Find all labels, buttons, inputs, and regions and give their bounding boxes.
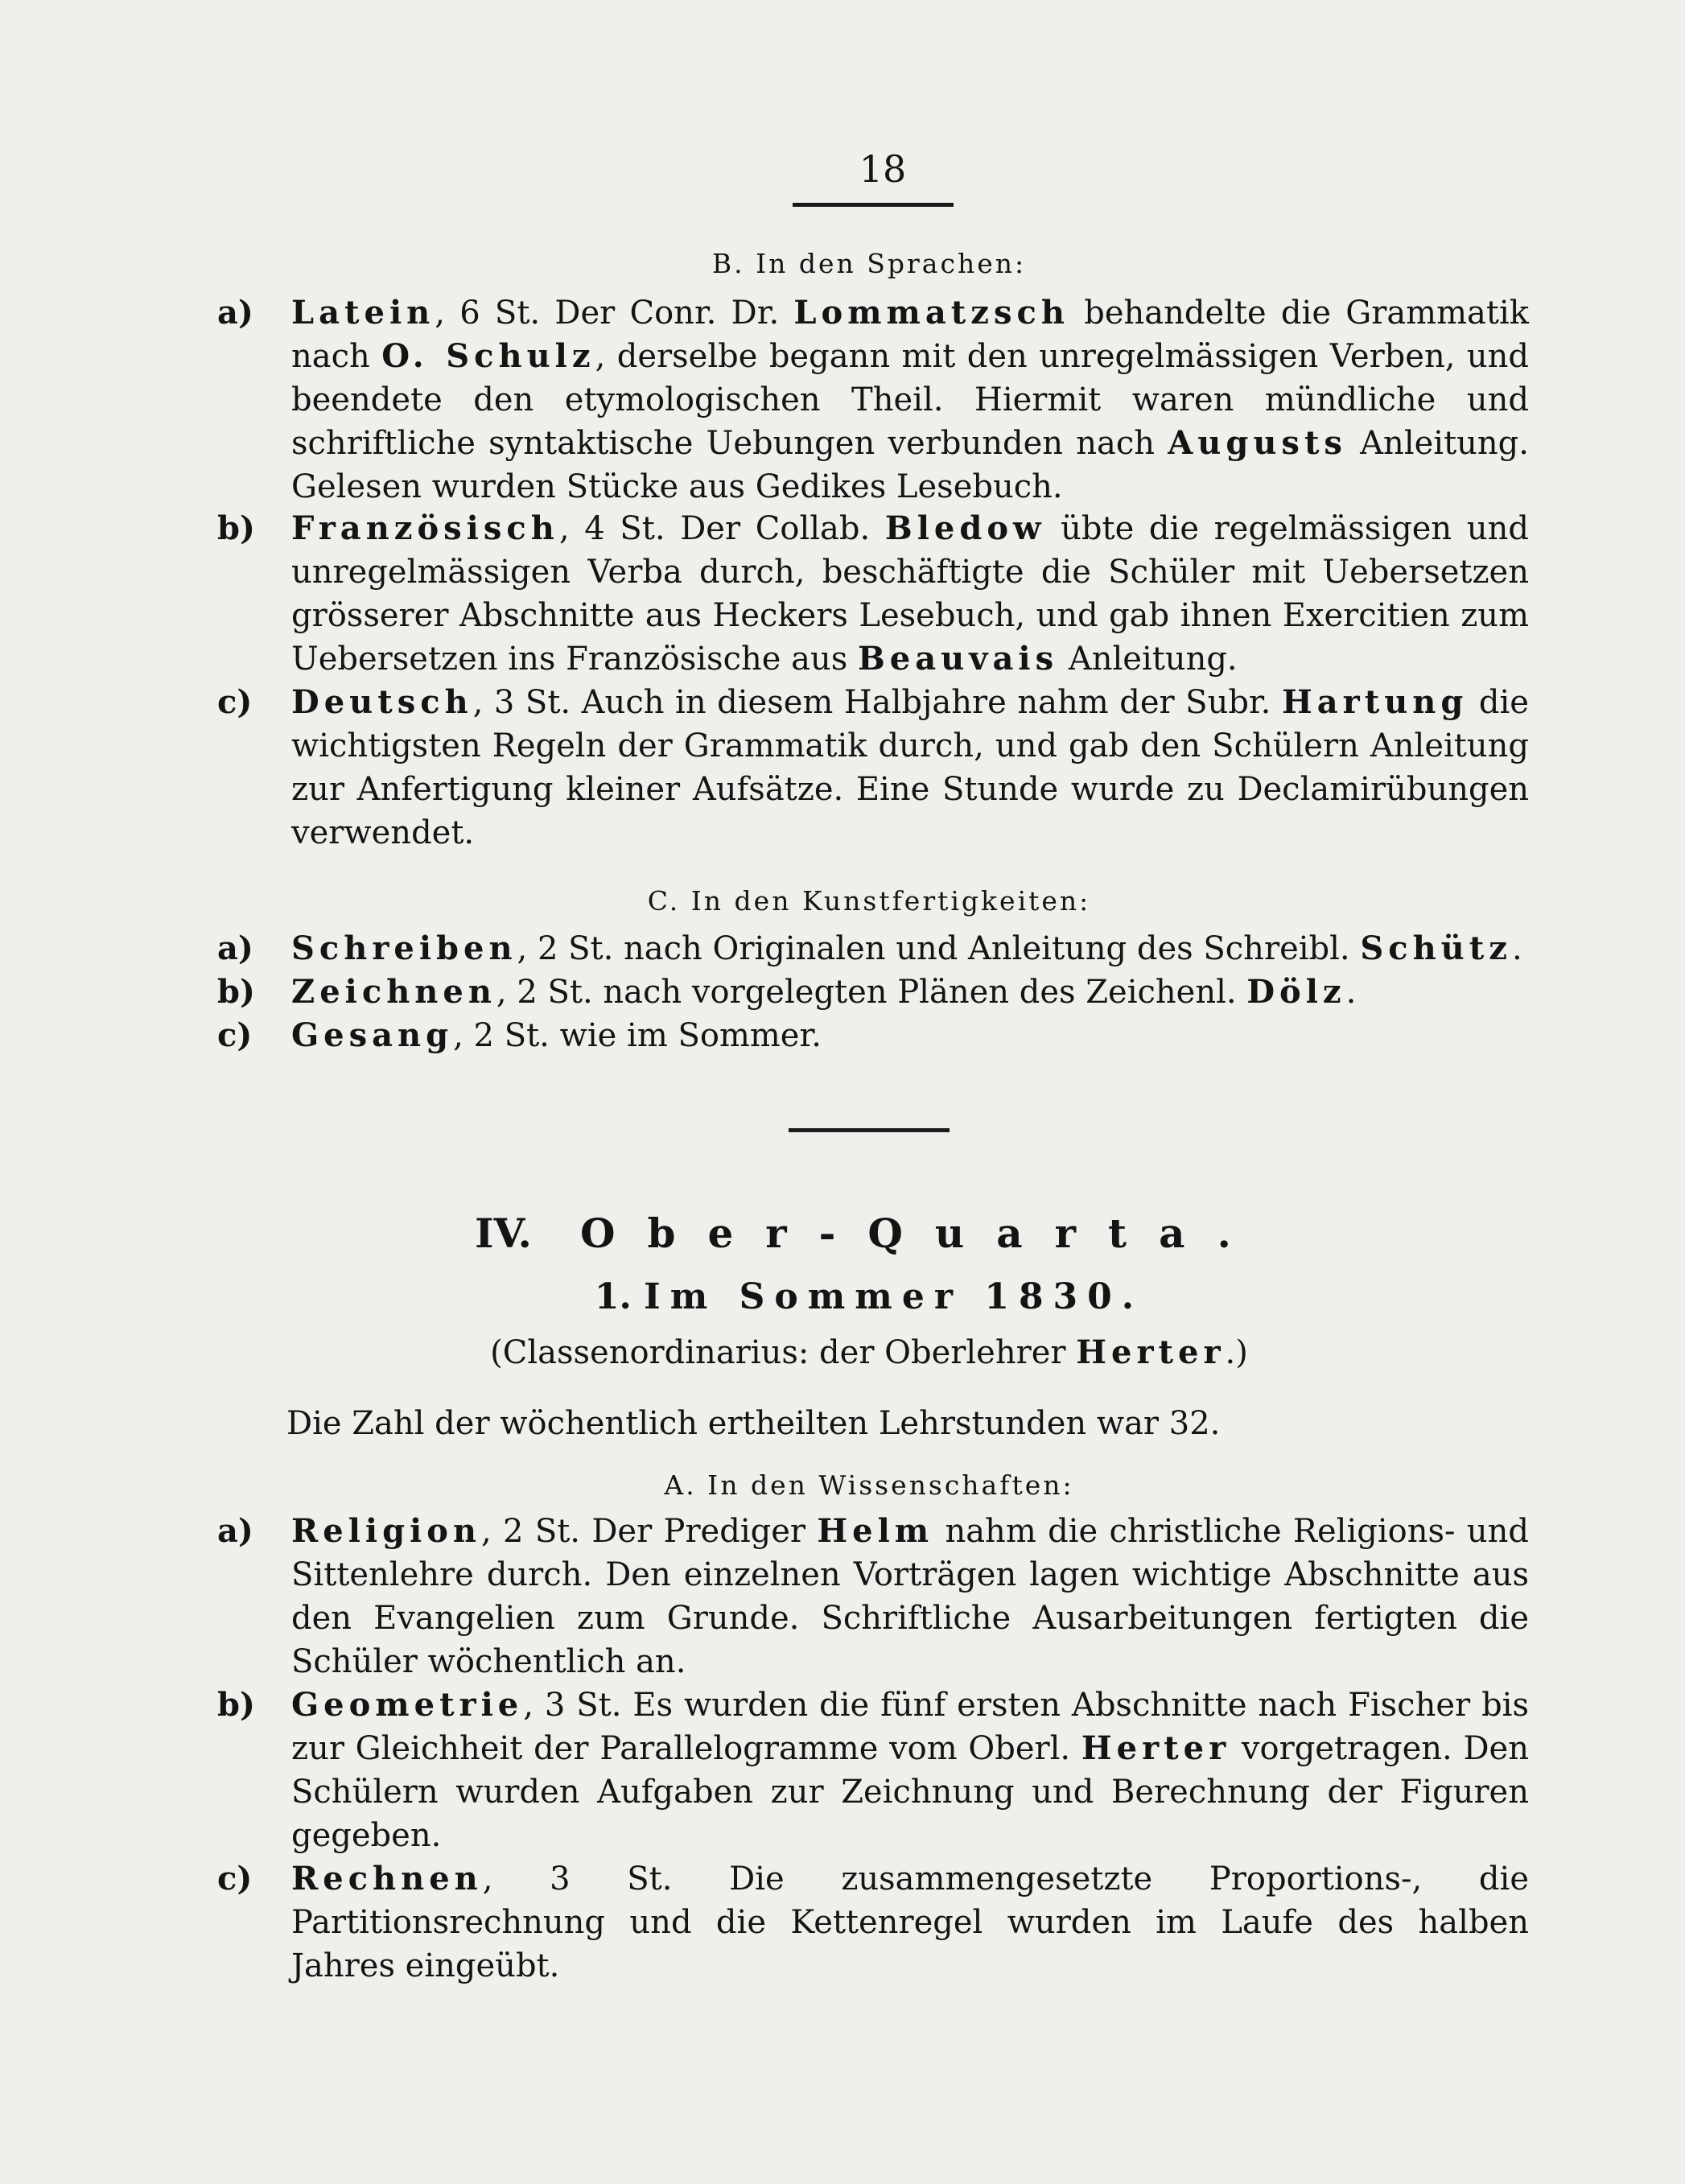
item-text: Latein, 6 St. Der Conr. Dr. Lommatzsch behandelte die Grammatik nach O. Schulz, derselbe begann mit den unregelmässigen Verben, und beendete den etymologischen Theil. Hiermit waren mündliche und schriftliche syntaktische Uebungen verbunden nach Augusts Anleitung. Gelesen wurden Stücke aus Gedikes Lesebuch. (291, 294, 1529, 505)
item-text: Deutsch, 3 St. Auch in diesem Halbjahre nahm der Subr. Hartung die wichtigsten Regeln der Grammatik durch, und gab den Schülern Anleitung zur Anfertigung kleiner Aufsätze. Eine Stunde wurde zu Declamirübungen verwendet. (291, 683, 1529, 851)
item-text: Gesang, 2 St. wie im Sommer. (291, 1016, 822, 1054)
item-marker: c) (217, 683, 253, 721)
item-marker: b) (217, 973, 255, 1011)
section-divider-rule (789, 1128, 950, 1132)
section-b-heading: B. In den Sprachen: (711, 248, 1027, 279)
section-a-heading: A. In den Wissenschaften: (664, 1469, 1074, 1501)
part-subtitle: 1. Im Sommer 1830. (594, 1276, 1144, 1317)
item-marker: a) (217, 1512, 253, 1550)
part-numeral: IV. (475, 1209, 532, 1257)
item-text: Zeichnen, 2 St. nach vorgelegten Plänen des Zeichenl. Dölz. (291, 973, 1357, 1011)
section-c-heading: C. In den Kunstfertigkeiten: (647, 885, 1091, 917)
item-text: Religion, 2 St. Der Prediger Helm nahm die christliche Religions- und Sittenlehre durch. Den einzelnen Vorträgen lagen wichtige Abschnitte aus den Evangelien zum Grunde. Schriftliche Ausarbeitungen fertigten die Schüler wöchentlich an. (291, 1512, 1530, 1680)
item-marker: c) (217, 1860, 253, 1898)
item-text: Rechnen, 3 St. Die zusammengesetzte Proportions-, die Partitionsrechnung und die Kettenregel wurden im Laufe des halben Jahres eingeübt. (291, 1860, 1529, 1984)
item-text: Geometrie, 3 St. Es wurden die fünf ersten Abschnitte nach Fischer bis zur Gleichheit der Parallelogramme vom Oberl. Herter vorgetragen. Den Schülern wurden Aufgaben zur Zeichnung und Berechnung der Figuren gegeben. (291, 1686, 1529, 1854)
part-heading (209, 1209, 1529, 1259)
item-text: Schreiben, 2 St. nach Originalen und Anleitung des Schreibl. Schütz. (291, 929, 1522, 967)
item-marker: b) (217, 1686, 255, 1724)
part-title: Ober-Quarta. (579, 1209, 1263, 1257)
header-rule (793, 203, 954, 207)
item-marker: a) (217, 929, 253, 967)
class-ordinarius: (Classenordinarius: der Oberlehrer Herter.) (490, 1333, 1248, 1371)
page-number: 18 (859, 147, 907, 191)
item-marker: b) (217, 509, 255, 547)
item-text: Französisch, 4 St. Der Collab. Bledow übte die regelmässigen und unregelmässigen Verba durch, beschäftigte die Schüler mit Uebersetzen grösserer Abschnitte aus Heckers Lesebuch, und gab ihnen Exercitien zum Uebersetzen ins Französische aus Beauvais Anleitung. (291, 509, 1530, 678)
item-marker: c) (217, 1016, 253, 1054)
item-marker: a) (217, 294, 253, 332)
lessons-line: Die Zahl der wöchentlich ertheilten Lehrstunden war 32. (286, 1405, 1221, 1442)
